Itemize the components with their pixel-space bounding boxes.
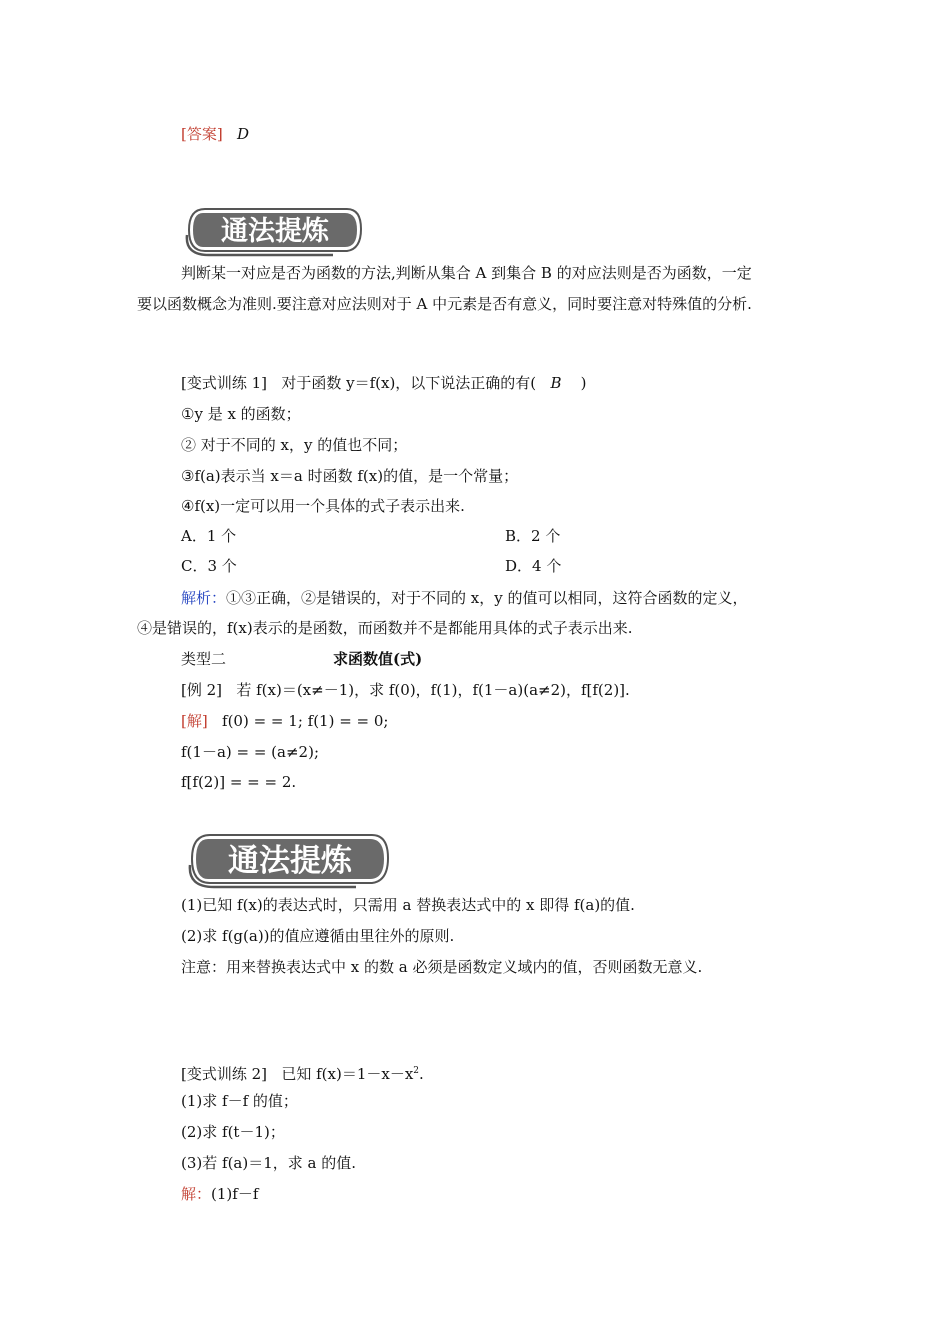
answer-label: [答案] xyxy=(181,125,223,143)
exercise2-superscript: 2 xyxy=(413,1066,420,1076)
answer-value: D xyxy=(237,125,250,143)
option-c: C．3 个 xyxy=(181,557,237,575)
badge-text-2: 通法提炼 xyxy=(228,843,352,879)
exercise1-item-1: ①y 是 x 的函数； xyxy=(181,405,301,423)
exercise1-question: 对于函数 y＝f(x)，以下说法正确的有( xyxy=(281,374,537,392)
solution-text: ①③正确，②是错误的，对于不同的 x，y 的值可以相同，这符合函数的定义， xyxy=(226,589,748,607)
exercise1-item-3: ③f(a)表示当 x＝a 时函数 f(x)的值，是一个常量； xyxy=(181,467,519,485)
badge-banner-graphic-2 xyxy=(186,831,392,889)
example2-label: [例 2] xyxy=(181,681,223,699)
type2-title: 求函数值(式) xyxy=(333,650,423,668)
exercise1-item-2: ② 对于不同的 x，y 的值也不同； xyxy=(181,436,408,454)
exercise2-label: [变式训练 2] xyxy=(181,1065,268,1083)
option-b: B．2 个 xyxy=(505,527,561,545)
exercise1-item-4: ④f(x)一定可以用一个具体的式子表示出来. xyxy=(181,497,465,515)
type2-label: 类型二 xyxy=(181,650,227,668)
exercise1-stem-end: ) xyxy=(580,374,587,392)
exercise1-label: [变式训练 1] xyxy=(181,374,268,392)
example2-solution-text: f(0) = = 1; f(1) = = 0; xyxy=(222,712,389,730)
example2-question: 若 f(x)＝(x≠－1)，求 f(0)，f(1)，f(1－a)(a≠2)，f[f(2)]. xyxy=(236,681,630,699)
exercise2-question: 已知 f(x)＝1－x－x xyxy=(281,1065,414,1083)
exercise2-solution-label: 解： xyxy=(181,1185,212,1203)
option-d: D．4 个 xyxy=(505,557,562,575)
example2-stem xyxy=(181,680,630,700)
exercise1-answer: B xyxy=(550,374,562,392)
type2-heading xyxy=(181,649,226,669)
tip2-line3: 注意：用来替换表达式中 x 的数 a 必须是函数定义域内的值，否则函数无意义. xyxy=(181,958,703,976)
exercise1-solution-line2: ④是错误的，f(x)表示的是函数，而函数并不是都能用具体的式子表示出来. xyxy=(137,619,633,637)
example2-solution-label: [解] xyxy=(181,712,208,730)
badge-text: 通法提炼 xyxy=(221,216,329,247)
exercise1-solution-line1 xyxy=(181,588,748,608)
exercise2-solution-line1 xyxy=(181,1184,258,1204)
method-summary-badge xyxy=(183,205,365,261)
exercise2-solution-text: (1)f－f xyxy=(211,1185,259,1203)
option-a: A．1 个 xyxy=(181,527,237,545)
exercise1-stem xyxy=(181,373,586,393)
example2-solution-line3: f[f(2)] = = = 2. xyxy=(181,773,297,791)
example2-solution-line2: f(1－a) = = (a≠2); xyxy=(181,743,319,761)
exercise2-stem-end: . xyxy=(419,1065,424,1083)
exercise2-stem xyxy=(181,1061,424,1084)
exercise2-q1: (1)求 f－f 的值； xyxy=(181,1092,298,1110)
exercise2-q3: (3)若 f(a)＝1，求 a 的值. xyxy=(181,1154,357,1172)
tip1-line1: 判断某一对应是否为函数的方法,判断从集合 A 到集合 B 的对应法则是否为函数，一定 xyxy=(181,264,752,282)
exercise2-q2: (2)求 f(t－1)； xyxy=(181,1123,285,1141)
solution-label: 解析： xyxy=(181,589,227,607)
badge-banner-graphic xyxy=(183,205,365,257)
answer-line xyxy=(181,124,249,144)
tip2-line1: (1)已知 f(x)的表达式时，只需用 a 替换表达式中的 x 即得 f(a)的值. xyxy=(181,896,635,914)
example2-solution-line1 xyxy=(181,711,388,731)
tip2-line2: (2)求 f(g(a))的值应遵循由里往外的原则. xyxy=(181,927,455,945)
tip1-line2: 要以函数概念为准则.要注意对应法则对于 A 中元素是否有意义，同时要注意对特殊值的分析. xyxy=(137,295,752,313)
method-summary-badge-2 xyxy=(186,831,392,893)
